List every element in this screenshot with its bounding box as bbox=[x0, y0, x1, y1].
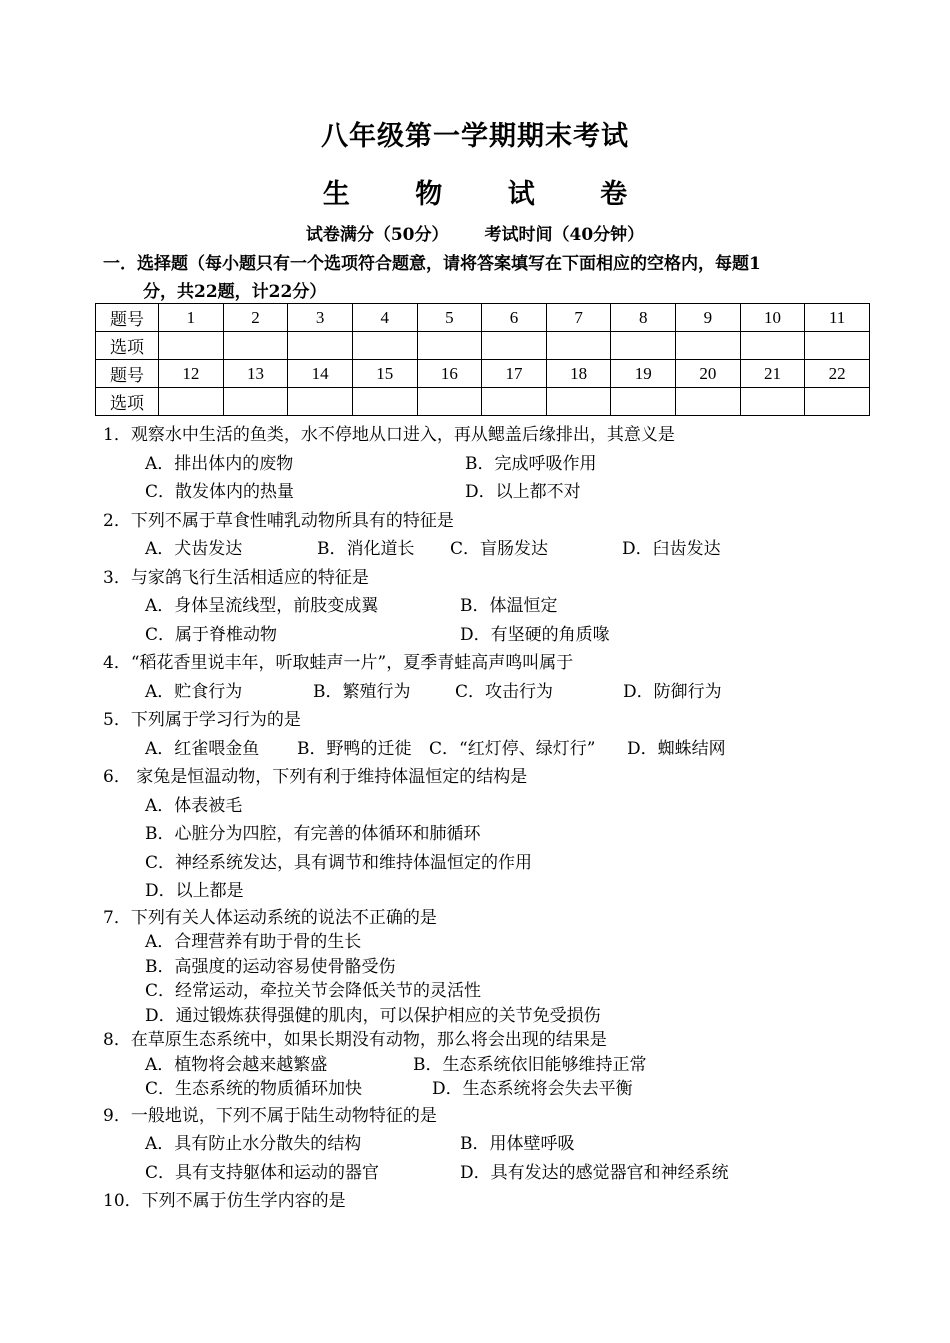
question-number-cell: 16 bbox=[417, 360, 482, 388]
answer-header: 选项 bbox=[96, 332, 159, 360]
question-number-cell: 15 bbox=[352, 360, 417, 388]
answer-cell[interactable] bbox=[288, 332, 353, 360]
question-number-cell: 17 bbox=[482, 360, 547, 388]
answer-header: 选项 bbox=[96, 388, 159, 416]
answer-cell[interactable] bbox=[805, 332, 870, 360]
subject-title: 生 物 试 卷 bbox=[322, 179, 656, 210]
option: B．心脏分为四腔，有完善的体循环和肺循环 bbox=[145, 824, 481, 844]
question-stem: 9．一般地说，下列不属于陆生动物特征的是 bbox=[103, 1105, 437, 1126]
option: A．犬齿发达 bbox=[145, 539, 243, 559]
option: D．以上都是 bbox=[145, 881, 244, 901]
question-number-cell: 10 bbox=[740, 304, 805, 332]
option-row bbox=[103, 621, 883, 650]
question-number-cell: 13 bbox=[223, 360, 288, 388]
question-number-cell: 12 bbox=[159, 360, 224, 388]
option-row bbox=[103, 450, 883, 479]
option: C．“红灯停、绿灯行” bbox=[429, 738, 596, 759]
question-stem: 4．“稻花香里说丰年，听取蛙声一片”，夏季青蛙高声鸣叫属于 bbox=[103, 653, 574, 673]
option: B．野鸭的迁徙 bbox=[297, 738, 412, 759]
answer-cell[interactable] bbox=[482, 332, 547, 360]
question-stem: 8．在草原生态系统中，如果长期没有动物，那么将会出现的结果是 bbox=[103, 1030, 607, 1050]
question-number-cell: 3 bbox=[288, 304, 353, 332]
answer-cell[interactable] bbox=[223, 332, 288, 360]
answer-cell[interactable] bbox=[159, 388, 224, 416]
exam-info bbox=[0, 220, 950, 245]
answer-cell[interactable] bbox=[740, 332, 805, 360]
option: A．红雀喂金鱼 bbox=[145, 738, 260, 759]
answer-table-row bbox=[96, 360, 870, 388]
question-number-cell: 7 bbox=[546, 304, 611, 332]
question-number-header: 题号 bbox=[96, 360, 159, 388]
option: C．属于脊椎动物 bbox=[145, 624, 278, 645]
answer-cell[interactable] bbox=[805, 388, 870, 416]
answer-cell[interactable] bbox=[417, 388, 482, 416]
option-row bbox=[103, 678, 883, 707]
section-heading bbox=[103, 250, 863, 306]
question-stem: 5．下列属于学习行为的是 bbox=[103, 710, 301, 730]
answer-cell[interactable] bbox=[352, 332, 417, 360]
answer-cell[interactable] bbox=[546, 388, 611, 416]
option-row bbox=[103, 1159, 883, 1188]
answer-cell[interactable] bbox=[611, 388, 676, 416]
answer-cell[interactable] bbox=[417, 332, 482, 360]
question-number-cell: 14 bbox=[288, 360, 353, 388]
option: B．体温恒定 bbox=[460, 596, 558, 616]
answer-cell[interactable] bbox=[676, 388, 741, 416]
option: A．植物将会越来越繁盛 bbox=[145, 1054, 328, 1075]
question-number-cell: 5 bbox=[417, 304, 482, 332]
question-stem: 2．下列不属于草食性哺乳动物所具有的特征是 bbox=[103, 510, 454, 531]
option: D．蜘蛛结网 bbox=[627, 738, 726, 759]
answer-table bbox=[95, 303, 870, 416]
option: C．散发体内的热量 bbox=[145, 482, 295, 502]
question-number-cell: 1 bbox=[159, 304, 224, 332]
question-number-cell: 19 bbox=[611, 360, 676, 388]
option-row bbox=[103, 1077, 883, 1102]
answer-cell[interactable] bbox=[611, 332, 676, 360]
option: A．排出体内的废物 bbox=[145, 453, 294, 474]
option: B．用体壁呼吸 bbox=[460, 1134, 575, 1154]
option: D．有坚硬的角质喙 bbox=[460, 624, 610, 645]
score-info: 试卷满分（50分） bbox=[305, 225, 449, 245]
question-number-header: 题号 bbox=[96, 304, 159, 332]
option-row bbox=[103, 735, 883, 764]
question-number-cell: 22 bbox=[805, 360, 870, 388]
answer-cell[interactable] bbox=[352, 388, 417, 416]
question-stem: 6． 家兔是恒温动物，下列有利于维持体温恒定的结构是 bbox=[103, 767, 528, 787]
option: D．生态系统将会失去平衡 bbox=[432, 1079, 633, 1099]
question-number-cell: 6 bbox=[482, 304, 547, 332]
question-stem: 1．观察水中生活的鱼类，水不停地从口进入，再从鳃盖后缘排出，其意义是 bbox=[103, 425, 675, 445]
option: B．繁殖行为 bbox=[313, 681, 411, 702]
option: C．经常运动，牵拉关节会降低关节的灵活性 bbox=[145, 981, 482, 1001]
option: B．消化道长 bbox=[317, 539, 415, 559]
answer-table-row bbox=[96, 304, 870, 332]
option: C．攻击行为 bbox=[455, 681, 554, 702]
option: A．体表被毛 bbox=[145, 795, 243, 816]
option: C．生态系统的物质循环加快 bbox=[145, 1079, 363, 1099]
question-number-cell: 8 bbox=[611, 304, 676, 332]
option: D．臼齿发达 bbox=[622, 539, 721, 559]
option-row bbox=[103, 1130, 883, 1159]
option: A．具有防止水分散失的结构 bbox=[145, 1134, 362, 1154]
question-stem: 7．下列有关人体运动系统的说法不正确的是 bbox=[103, 907, 437, 928]
option: D．以上都不对 bbox=[465, 482, 581, 502]
question-number-cell: 2 bbox=[223, 304, 288, 332]
option: D．具有发达的感觉器官和神经系统 bbox=[460, 1162, 729, 1183]
option: A．合理营养有助于骨的生长 bbox=[145, 932, 362, 952]
answer-table-row bbox=[96, 388, 870, 416]
option-row bbox=[103, 535, 883, 564]
option: B．高强度的运动容易使骨骼受伤 bbox=[145, 956, 396, 977]
answer-cell[interactable] bbox=[740, 388, 805, 416]
option: B．完成呼吸作用 bbox=[465, 453, 597, 474]
option: C．神经系统发达，具有调节和维持体温恒定的作用 bbox=[145, 852, 533, 873]
question-number-cell: 18 bbox=[546, 360, 611, 388]
option: D．通过锻炼获得强健的肌肉，可以保护相应的关节免受损伤 bbox=[145, 1005, 601, 1026]
exam-title: 八年级第一学期期末考试 bbox=[321, 121, 629, 152]
question-number-cell: 20 bbox=[676, 360, 741, 388]
question-stem: 10．下列不属于仿生学内容的是 bbox=[103, 1191, 346, 1211]
section-instructions: 选择题（每小题只有一个选项符合题意，请将答案填写在下面相应的空格内，每题1 bbox=[137, 254, 761, 274]
option-row bbox=[103, 1053, 883, 1078]
time-info: 考试时间（40分钟） bbox=[484, 225, 645, 245]
answer-cell[interactable] bbox=[159, 332, 224, 360]
answer-cell[interactable] bbox=[482, 388, 547, 416]
question-number-cell: 11 bbox=[805, 304, 870, 332]
section-label: 一． bbox=[103, 254, 137, 274]
question-number-cell: 21 bbox=[740, 360, 805, 388]
option-row bbox=[103, 592, 883, 621]
question-stem: 3．与家鸽飞行生活相适应的特征是 bbox=[103, 567, 369, 588]
answer-cell[interactable] bbox=[676, 332, 741, 360]
section-instructions-cont: 分，共22题，计22分） bbox=[143, 282, 327, 302]
answer-cell[interactable] bbox=[546, 332, 611, 360]
answer-table-row bbox=[96, 332, 870, 360]
option-row bbox=[103, 478, 883, 507]
option: A．身体呈流线型，前肢变成翼 bbox=[145, 596, 379, 616]
question-number-cell: 4 bbox=[352, 304, 417, 332]
question-number-cell: 9 bbox=[676, 304, 741, 332]
answer-cell[interactable] bbox=[223, 388, 288, 416]
question-list bbox=[103, 421, 883, 1216]
option: D．防御行为 bbox=[623, 681, 722, 702]
option: A．贮食行为 bbox=[145, 681, 243, 702]
option: C．具有支持躯体和运动的器官 bbox=[145, 1162, 380, 1183]
answer-cell[interactable] bbox=[288, 388, 353, 416]
option: C．盲肠发达 bbox=[450, 539, 549, 559]
option: B．生态系统依旧能够维持正常 bbox=[413, 1054, 647, 1075]
